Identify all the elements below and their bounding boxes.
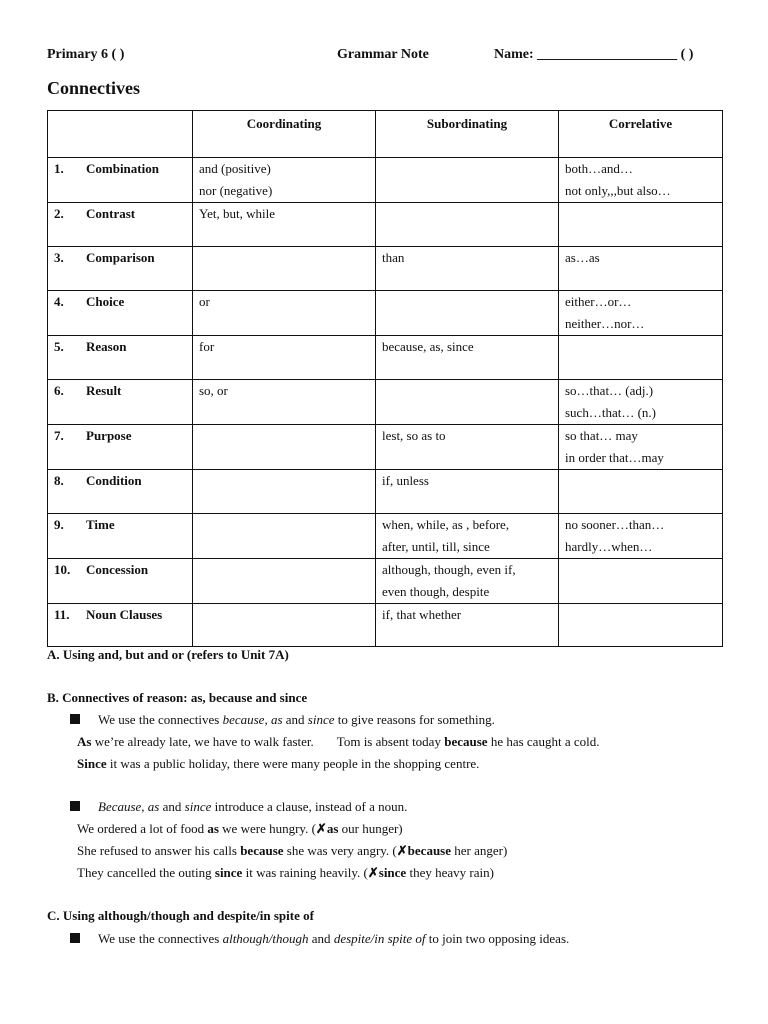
cell-text: nor (negative): [199, 183, 273, 198]
coordinating-cell: [193, 247, 376, 291]
coordinating-cell: [193, 470, 376, 514]
cell-text: and (positive): [199, 161, 271, 176]
row-number: 6.: [54, 383, 64, 398]
page-title: Connectives: [47, 78, 140, 98]
class-label: Primary 6 ( ): [47, 47, 125, 62]
correlative-cell: [559, 158, 723, 203]
bullet-item: We use the connectives because, as and since to give reasons for something.: [70, 712, 495, 728]
cell-text: if, that whether: [382, 607, 462, 622]
row-number: 10.: [54, 562, 71, 577]
bullet-item: Because, as and since introduce a clause, instead of a noun.: [70, 799, 407, 815]
cell-text: for: [199, 339, 215, 354]
correlative-cell: [559, 247, 723, 291]
cross-mark-icon: ✗: [367, 865, 379, 880]
correlative-cell: [559, 470, 723, 514]
category-label: Contrast: [86, 206, 136, 221]
subordinating-cell: [376, 291, 559, 336]
row-number: 8.: [54, 473, 64, 488]
cell-text: not only,,,but also…: [565, 183, 671, 198]
row-number: 9.: [54, 517, 64, 532]
example-sentence: Since it was a public holiday, there were many people in the shopping centre.: [77, 756, 480, 771]
subordinating-cell: [376, 203, 559, 247]
category-cell: [48, 470, 193, 514]
correlative-cell: [559, 291, 723, 336]
subordinating-cell: [376, 604, 559, 647]
coordinating-cell: [193, 158, 376, 203]
row-number: 7.: [54, 428, 64, 443]
table-row: [48, 380, 723, 425]
table-header-row: [48, 111, 723, 158]
section-b-heading: B. Connectives of reason: as, because and since: [47, 690, 308, 705]
coordinating-cell: [193, 380, 376, 425]
category-label: Choice: [86, 294, 125, 309]
note-label: Grammar Note: [337, 47, 429, 62]
coordinating-cell: [193, 336, 376, 380]
table-row: [48, 247, 723, 291]
coordinating-cell: [193, 559, 376, 604]
category-label: Time: [86, 517, 115, 532]
name-label: Name: ____________________ ( ): [494, 47, 694, 62]
table-row: [48, 514, 723, 559]
category-cell: [48, 425, 193, 470]
subordinating-cell: [376, 425, 559, 470]
connectives-table: [47, 110, 723, 647]
category-cell: [48, 291, 193, 336]
correlative-cell: [559, 604, 723, 647]
table-row: [48, 336, 723, 380]
category-label: Condition: [86, 473, 142, 488]
coordinating-cell: [193, 604, 376, 647]
cell-text: than: [382, 250, 405, 265]
category-label: Reason: [86, 339, 127, 354]
cell-text: lest, so as to: [382, 428, 446, 443]
correlative-cell: [559, 559, 723, 604]
column-header: Subordinating: [376, 111, 559, 158]
correlative-cell: [559, 425, 723, 470]
category-label: Comparison: [86, 250, 155, 265]
category-label: Noun Clauses: [86, 607, 163, 622]
coordinating-cell: [193, 514, 376, 559]
example-sentence: As we’re already late, we have to walk faster. Tom is absent today because he has caught a cold.: [77, 734, 600, 749]
table-row: [48, 559, 723, 604]
square-bullet-icon: [70, 933, 80, 943]
row-number: 11.: [54, 607, 70, 622]
correlative-cell: [559, 514, 723, 559]
category-cell: [48, 247, 193, 291]
row-number: 2.: [54, 206, 64, 221]
category-cell: [48, 336, 193, 380]
subordinating-cell: [376, 336, 559, 380]
coordinating-cell: [193, 203, 376, 247]
row-number: 4.: [54, 294, 64, 309]
row-number: 1.: [54, 161, 64, 176]
example-sentence: She refused to answer his calls because she was very angry. (✗because her anger): [77, 843, 508, 858]
cross-mark-icon: ✗: [396, 843, 408, 858]
category-label: Combination: [86, 161, 159, 176]
cell-text: Yet, but, while: [199, 206, 275, 221]
category-cell: [48, 559, 193, 604]
category-cell: [48, 380, 193, 425]
cell-text: so, or: [199, 383, 228, 398]
cell-text: although, though, even if,: [382, 562, 516, 577]
subordinating-cell: [376, 247, 559, 291]
correlative-cell: [559, 336, 723, 380]
cell-text: neither…nor…: [565, 316, 645, 331]
category-label: Concession: [86, 562, 149, 577]
table-body: [48, 158, 723, 647]
category-cell: [48, 158, 193, 203]
example-sentence: They cancelled the outing since it was raining heavily. (✗since they heavy rain): [77, 865, 494, 880]
cell-text: after, until, till, since: [382, 539, 490, 554]
subordinating-cell: [376, 380, 559, 425]
table-row: [48, 470, 723, 514]
cell-text: so…that… (adj.): [565, 383, 654, 398]
category-label: Purpose: [86, 428, 132, 443]
cell-text: no sooner…than…: [565, 517, 665, 532]
square-bullet-icon: [70, 714, 80, 724]
table-row: [48, 291, 723, 336]
column-header: [48, 111, 193, 158]
cell-text: or: [199, 294, 210, 309]
coordinating-cell: [193, 425, 376, 470]
cell-text: if, unless: [382, 473, 429, 488]
column-header: Correlative: [559, 111, 723, 158]
cell-text: so that… may: [565, 428, 638, 443]
cell-text: as…as: [565, 250, 600, 265]
subordinating-cell: [376, 470, 559, 514]
bullet-item: We use the connectives although/though and despite/in spite of to join two opposing ideas.: [70, 931, 569, 947]
square-bullet-icon: [70, 801, 80, 811]
cell-text: even though, despite: [382, 584, 490, 599]
table-row: [48, 158, 723, 203]
cell-text: such…that… (n.): [565, 405, 656, 420]
cell-text: because, as, since: [382, 339, 474, 354]
coordinating-cell: [193, 291, 376, 336]
category-cell: [48, 514, 193, 559]
category-cell: [48, 604, 193, 647]
table-row: [48, 425, 723, 470]
subordinating-cell: [376, 158, 559, 203]
row-number: 3.: [54, 250, 64, 265]
section-c-heading: C. Using although/though and despite/in spite of: [47, 908, 314, 923]
category-cell: [48, 203, 193, 247]
cell-text: both…and…: [565, 161, 633, 176]
table-row: [48, 604, 723, 647]
row-number: 5.: [54, 339, 64, 354]
column-header: Coordinating: [193, 111, 376, 158]
correlative-cell: [559, 380, 723, 425]
subordinating-cell: [376, 559, 559, 604]
correlative-cell: [559, 203, 723, 247]
cell-text: either…or…: [565, 294, 632, 309]
section-a-heading: A. Using and, but and or (refers to Unit 7A): [47, 647, 289, 662]
cross-mark-icon: ✗: [315, 821, 327, 836]
cell-text: in order that…may: [565, 450, 664, 465]
subordinating-cell: [376, 514, 559, 559]
cell-text: when, while, as , before,: [382, 517, 510, 532]
table-row: [48, 203, 723, 247]
cell-text: hardly…when…: [565, 539, 653, 554]
category-label: Result: [86, 383, 122, 398]
example-sentence: We ordered a lot of food as we were hungry. (✗as our hunger): [77, 821, 403, 836]
